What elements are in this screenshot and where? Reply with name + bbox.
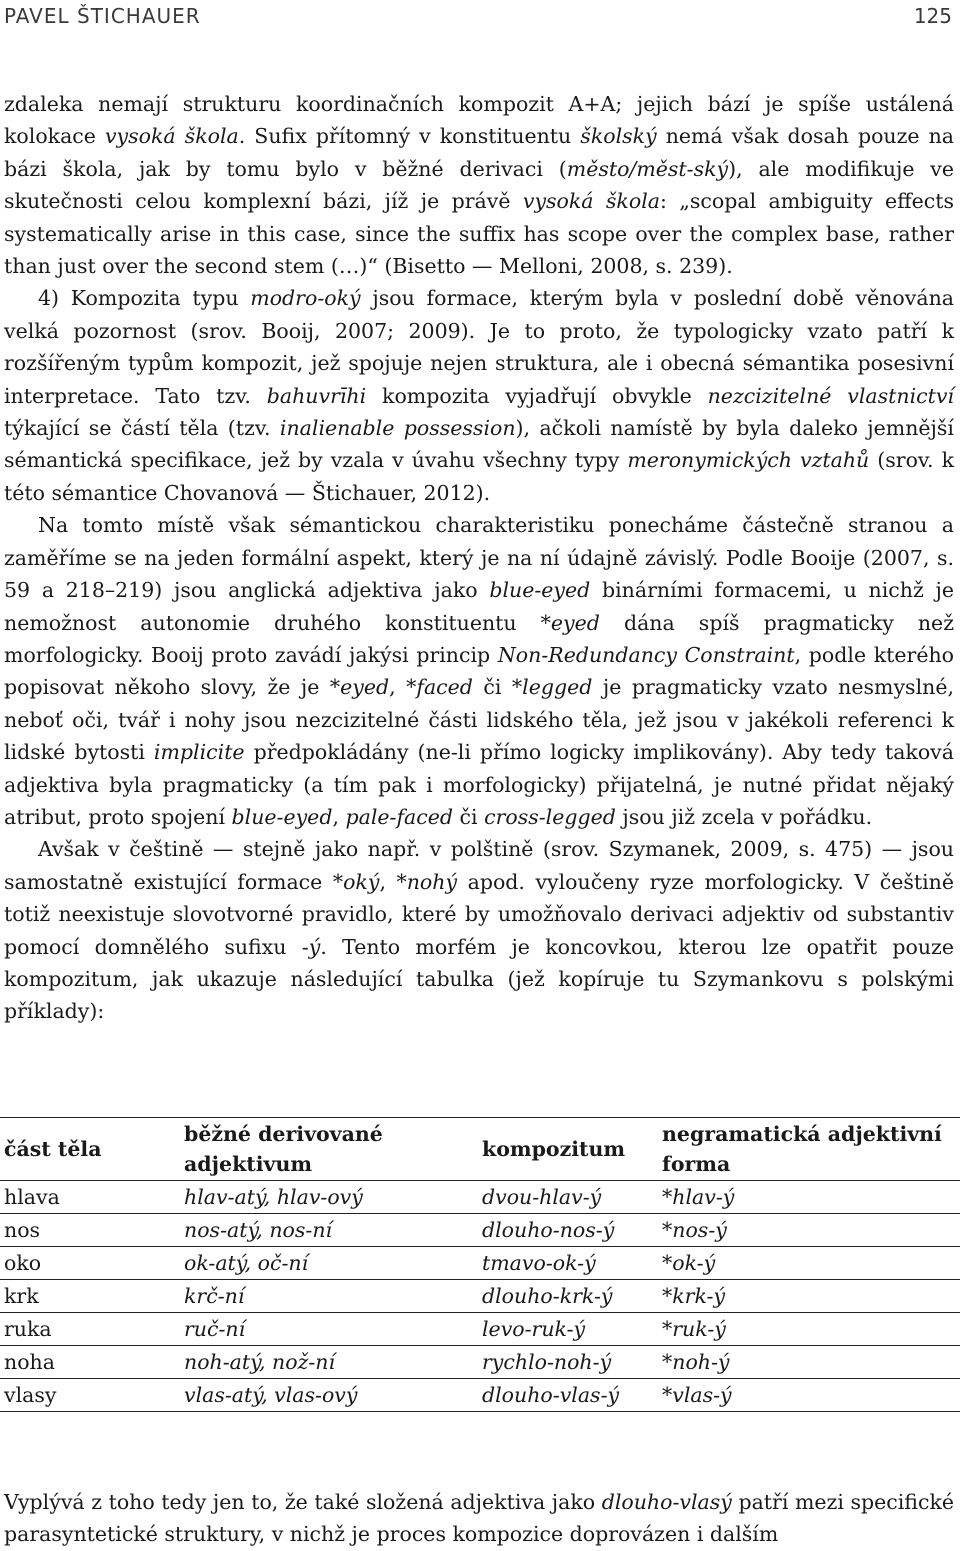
italic-term: školský — [580, 124, 657, 149]
italic-term: *faced — [406, 675, 473, 700]
text-run: Vyplývá z toho tedy jen to, že také složená adjektiva jako — [4, 1490, 602, 1514]
text-run: Avšak v češtině — stejně jako např. v polštině (srov. Szymanek, 2009, s. 475) — jsou samostatně existující formace — [4, 837, 954, 894]
text-run: týkající se částí těla (tzv. — [4, 416, 280, 441]
text-run: apod. vyloučeny ryze morfologicky. V češtině totiž neexistuje slovotvorné pravidlo, které by umožňovalo derivaci adjektiv od substantiv pomocí domnělého sufixu — [4, 869, 954, 959]
text-run: či — [453, 804, 485, 829]
italic-term: dlouho-vlasý — [601, 1490, 732, 1514]
table-row — [0, 1247, 960, 1280]
table-cell: hlav-atý, hlav-ový — [180, 1181, 478, 1214]
text-run: , — [389, 675, 407, 700]
table-header-cell: část těla — [0, 1118, 180, 1181]
text-run: Na tomto místě však sémantickou charakteristiku ponecháme částečně stranou a zaměříme se na jeden formální aspekt, který je na ní údajně závislý. Podle Booije (2007, s. 59 a 218–219) jsou anglická adjektiva jako — [4, 513, 954, 603]
table-cell: oko — [0, 1247, 180, 1280]
table-cell: *ruk-ý — [658, 1313, 960, 1346]
table-cell: noha — [0, 1346, 180, 1379]
text-run: , — [379, 869, 397, 894]
table-row — [0, 1313, 960, 1346]
table-cell: rychlo-noh-ý — [478, 1346, 658, 1379]
text-run: je pragmaticky vzato nesmyslné, neboť oči, tvář i nohy jsou nezcizitelné části lidského těla, jež jsou v jakékoli referenci k lidské bytosti — [4, 675, 954, 765]
table-cell: vlasy — [0, 1379, 180, 1412]
paragraph — [4, 282, 954, 509]
text-run: 4) Kompozita typu — [38, 286, 251, 311]
italic-term: *oký — [332, 869, 380, 894]
table-cell: ok-atý, oč-ní — [180, 1247, 478, 1280]
italic-term: -ý — [301, 934, 321, 959]
paragraph — [4, 88, 954, 282]
table-cell: *hlav-ý — [658, 1181, 960, 1214]
italic-term: *eyed — [540, 610, 600, 635]
italic-term: Non-Redundancy Constraint — [497, 642, 795, 667]
running-header — [4, 4, 952, 34]
table-row — [0, 1214, 960, 1247]
table-header-row — [0, 1118, 960, 1181]
text-run: (srov. k této sémantice Chovanová — Štichauer, 2012). — [4, 448, 955, 505]
table-cell: dvou-hlav-ý — [478, 1181, 658, 1214]
text-run: či — [472, 675, 512, 700]
table-cell: *krk-ý — [658, 1280, 960, 1313]
italic-term: blue-eyed — [489, 578, 591, 603]
table-cell: ruč-ní — [180, 1313, 478, 1346]
text-run: zdaleka nemají strukturu koordinačních kompozit A+A; jejich bází je spíše ustálená kolokace — [4, 92, 954, 149]
italic-term: vysoká škola — [522, 189, 660, 214]
paragraph — [4, 1486, 954, 1551]
continuation-text — [4, 1486, 954, 1551]
italic-term: vysoká škola — [104, 124, 239, 149]
table-cell: dlouho-nos-ý — [478, 1214, 658, 1247]
table-cell: vlas-atý, vlas-ový — [180, 1379, 478, 1412]
text-run: ), ale modifikuje ve skutečnosti celou komplexní bázi, jíž je právě — [4, 156, 954, 214]
italic-term: meronymických vztahů — [627, 448, 870, 473]
text-run: kompozita vyjadřují obvykle — [366, 383, 708, 408]
text-run: , — [332, 804, 346, 829]
italic-term: pale-faced — [345, 804, 454, 829]
text-run: ), ačkoli namístě by byla daleko jemnější sémantická specifikace, jež by vzala v úvahu všechny typy — [4, 416, 954, 473]
running-header-author: PAVEL ŠTICHAUER — [4, 4, 201, 28]
text-run: jsou formace, kterým byla v poslední době věnována velká pozornost (srov. Booij, 2007; 2009). Je to proto, že typologicky vzato patří k rozšířeným typům kompozit, jež spojuje nejen struktura, ale i obecná sémantika posesivní interpretace. Tato tzv. — [4, 286, 955, 408]
page-number: 125 — [913, 4, 952, 28]
body-part-adjective-table — [0, 1117, 960, 1412]
italic-term: blue-eyed — [231, 804, 333, 829]
paragraph — [4, 509, 954, 833]
text-run: . Sufix přítomný v konstituentu — [238, 124, 581, 149]
table-cell: krč-ní — [180, 1280, 478, 1313]
table-cell: hlava — [0, 1181, 180, 1214]
table-cell: noh-atý, nož-ní — [180, 1346, 478, 1379]
italic-term: *nohý — [396, 869, 458, 894]
table-row — [0, 1379, 960, 1412]
text-run: nemá však dosah pouze na bázi škola, jak by tomu bylo v běžné derivaci ( — [4, 124, 955, 181]
table-cell: tmavo-ok-ý — [478, 1247, 658, 1280]
italic-term: cross-legged — [484, 804, 616, 829]
table-header-cell: běžné derivované adjektivum — [180, 1118, 478, 1181]
table-row — [0, 1346, 960, 1379]
italic-term: nezcizitelné vlastnictví — [707, 383, 954, 408]
italic-term: implicite — [153, 740, 245, 765]
table-cell: dlouho-krk-ý — [478, 1280, 658, 1313]
italic-term: modro-oký — [250, 286, 361, 311]
table-cell: *noh-ý — [658, 1346, 960, 1379]
text-run: patří mezi specifické parasyntetické struktury, v nichž je proces kompozice doprovázen i dalším — [4, 1490, 954, 1547]
italic-term: *legged — [511, 675, 593, 700]
table-cell: ruka — [0, 1313, 180, 1346]
text-run: , podle kterého popisovat někoho slovy, že je — [4, 642, 955, 700]
table-cell: *vlas-ý — [658, 1379, 960, 1412]
table-cell: *nos-ý — [658, 1214, 960, 1247]
italic-term: *eyed — [329, 675, 390, 700]
body-text — [4, 88, 954, 1028]
table-header-cell: negramatická adjektivní forma — [658, 1118, 960, 1181]
table-cell: krk — [0, 1280, 180, 1313]
text-run: dána spíš pragmaticky než morfologicky. Booij proto zavádí jakýsi princip — [4, 610, 954, 667]
italic-term: bahuvrīhi — [266, 383, 367, 408]
text-run: jsou již zcela v pořádku. — [615, 804, 873, 829]
table-row — [0, 1181, 960, 1214]
italic-term: inalienable possession — [279, 416, 516, 441]
table-cell: *ok-ý — [658, 1247, 960, 1280]
table-row — [0, 1280, 960, 1313]
table-cell: dlouho-vlas-ý — [478, 1379, 658, 1412]
text-run: : „scopal ambiguity effects systematically arise in this case, since the suffix has scope over the complex base, rather than just over the second stem (…)“ (Bisetto — Melloni, 2008, s. 239). — [4, 189, 955, 279]
table-cell: nos — [0, 1214, 180, 1247]
italic-term: město/měst-ský — [566, 156, 729, 181]
text-run: předpokládány (ne-li přímo logicky implikovány). Aby tedy taková adjektiva byla pragmaticky (a tím pak i morfologicky) přijatelná, je nutné přidat nějaký atribut, proto spojení — [4, 740, 954, 829]
table-cell: nos-atý, nos-ní — [180, 1214, 478, 1247]
table-header-cell: kompozitum — [478, 1118, 658, 1181]
text-run: . Tento morfém je koncovkou, kterou lze opatřit pouze kompozitum, jak ukazuje následující tabulka (jež kopíruje tu Szymankovu s polskými příklady): — [4, 934, 954, 1024]
text-run: binárními formacemi, u nichž je nemožnost autonomie druhého konstituentu — [4, 578, 955, 635]
table-cell: levo-ruk-ý — [478, 1313, 658, 1346]
paragraph — [4, 833, 954, 1027]
